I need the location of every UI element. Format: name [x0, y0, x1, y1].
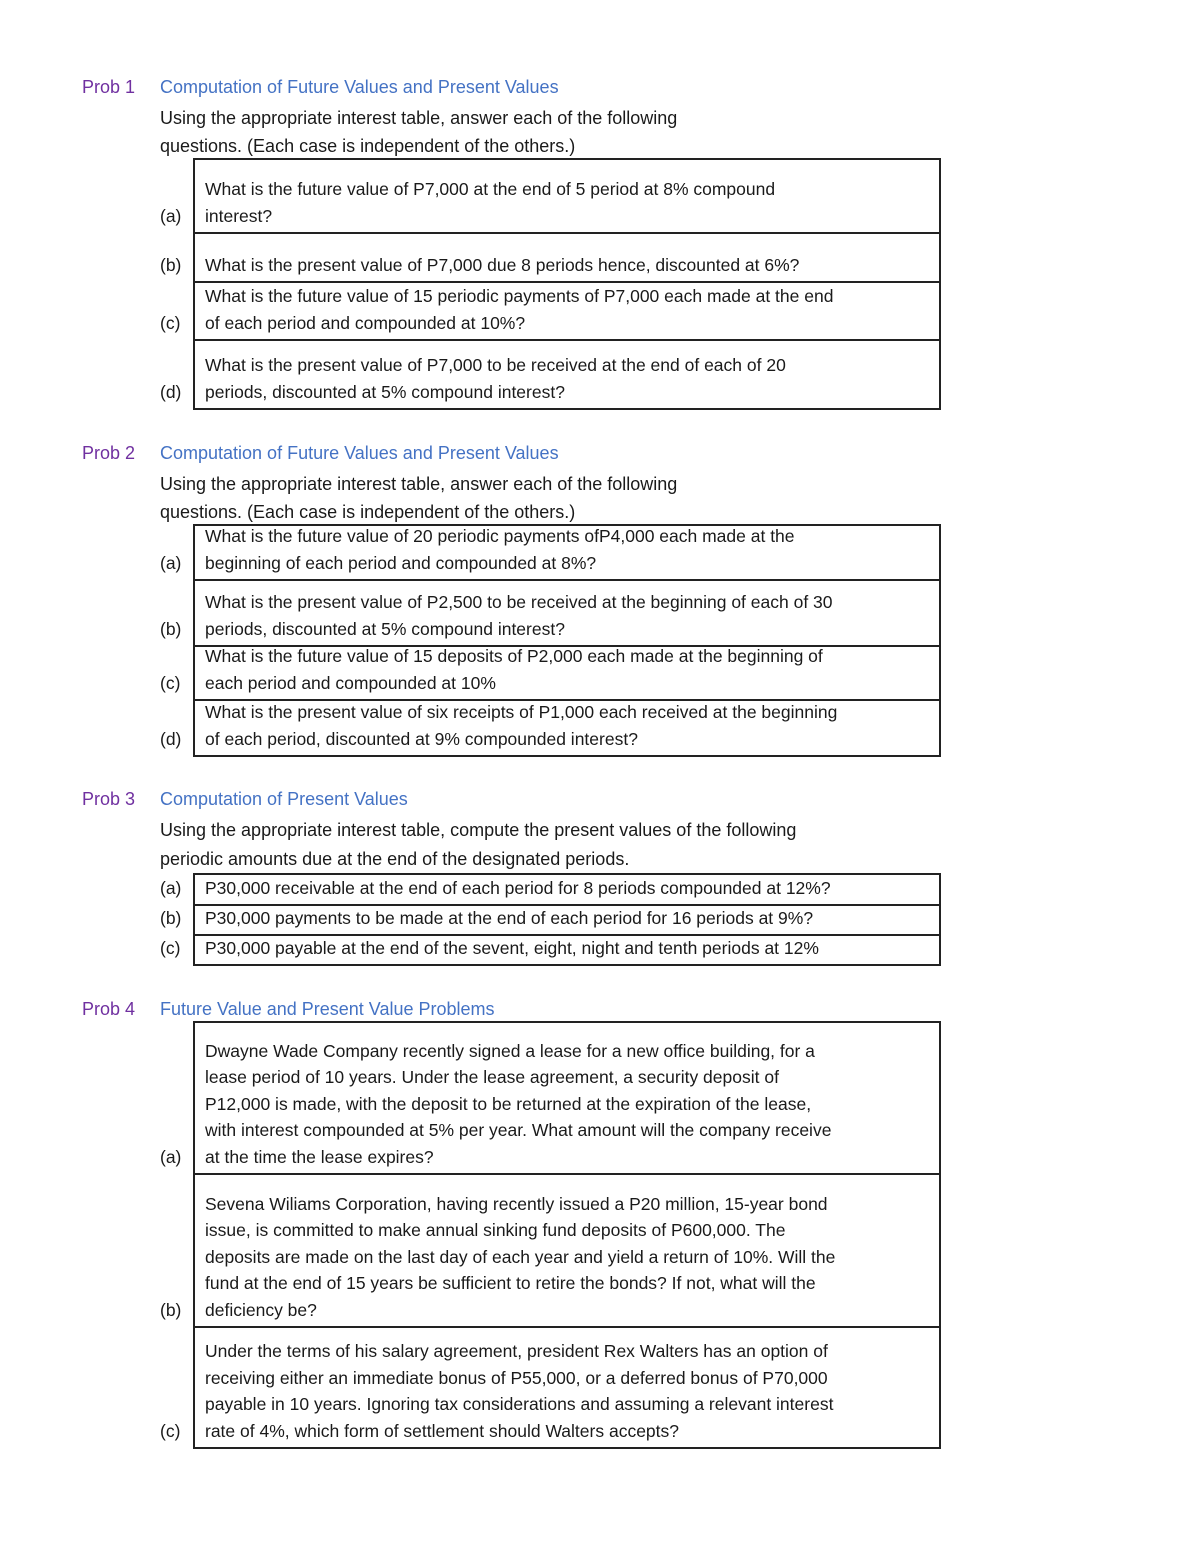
problem-label: Prob 2 [82, 443, 136, 463]
question-row [160, 936, 939, 966]
question-row [160, 1328, 939, 1449]
question-text: Dwayne Wade Company recently signed a lease for a new office building, for a lease period of 10 years. Under the lease agreement, a security deposit of P12,000 is made, with the deposit to be returned at the expiration of the lease, with interest compounded at 5% per year. What amount will the company receive at the time the lease expires? [205, 1040, 832, 1167]
question-text: What is the present value of P2,500 to be received at the beginning of each of 30 periods, discounted at 5% compound interest? [205, 592, 833, 639]
question-text: What is the present value of P7,000 to be received at the end of each of 20 periods, discounted at 5% compound interest? [205, 355, 786, 402]
question-text: P30,000 payments to be made at the end of each period for 16 periods at 9%? [205, 907, 814, 928]
question-letter: (c) [160, 937, 181, 958]
question-letter: (b) [160, 1299, 182, 1320]
question-row [160, 581, 939, 647]
question-text: What is the future value of P7,000 at the end of 5 period at 8% compound interest? [205, 179, 776, 226]
question-letter: (a) [160, 205, 182, 226]
problem-label: Prob 4 [82, 999, 136, 1019]
question-letter: (b) [160, 254, 182, 275]
question-letter: (b) [160, 907, 182, 928]
question-row [160, 1175, 939, 1328]
question-letter: (a) [160, 877, 182, 898]
question-text: Under the terms of his salary agreement, president Rex Walters has an option of receiving either an immediate bonus of P55,000, or a deferred bonus of P70,000 payable in 10 years. Ignoring tax considerations and assuming a relevant interest rate of 4%, which form of settlement should Walters accepts? [205, 1341, 834, 1441]
question-row [160, 701, 939, 757]
question-table [160, 873, 941, 966]
question-letter: (a) [160, 552, 182, 573]
question-letter: (c) [160, 672, 181, 693]
question-letter: (d) [160, 728, 182, 749]
question-row [160, 160, 939, 234]
question-text: P30,000 receivable at the end of each period for 8 periods compounded at 12%? [205, 877, 831, 898]
question-row [160, 526, 939, 581]
question-row [160, 341, 939, 410]
question-row [160, 646, 939, 701]
question-letter: (a) [160, 1146, 182, 1167]
problem-intro-line: Using the appropriate interest table, answer each of the following [160, 474, 678, 494]
question-table [160, 158, 941, 410]
question-table [160, 524, 941, 757]
question-text: What is the future value of 20 periodic payments ofP4,000 each made at the beginning of each period and compounded at 8%? [205, 526, 795, 573]
question-letter: (b) [160, 618, 182, 639]
question-text: P30,000 payable at the end of the sevent, eight, night and tenth periods at 12% [205, 937, 819, 958]
question-row [160, 875, 939, 906]
question-letter: (d) [160, 381, 182, 402]
problem-title: Computation of Present Values [160, 789, 408, 809]
question-letter: (c) [160, 1420, 181, 1441]
problem-title: Computation of Future Values and Present Values [160, 443, 559, 463]
question-letter: (c) [160, 312, 181, 333]
problem-label: Prob 1 [82, 77, 136, 97]
problem-title: Computation of Future Values and Present Values [160, 77, 559, 97]
question-text: What is the future value of 15 periodic payments of P7,000 each made at the end of each period and compounded at 10%? [205, 286, 834, 333]
problem-label: Prob 3 [82, 789, 136, 809]
question-text: What is the present value of six receipts of P1,000 each received at the beginning of each period, discounted at 9% compounded interest? [205, 702, 838, 749]
question-text: What is the present value of P7,000 due 8 periods hence, discounted at 6%? [205, 254, 800, 275]
question-table [160, 1021, 941, 1449]
question-row [160, 1023, 939, 1175]
question-row [160, 234, 939, 283]
question-row [160, 906, 939, 936]
problem-intro-line: questions. (Each case is independent of the others.) [160, 136, 576, 156]
problem-intro-line: Using the appropriate interest table, answer each of the following [160, 108, 678, 128]
question-text: Sevena Wiliams Corporation, having recently issued a P20 million, 15-year bond issue, is committed to make annual sinking fund deposits of P600,000. The deposits are made on the last day of each year and yield a return of 10%. Will the fund at the end of 15 years be sufficient to retire the bonds? If not, what will the deficiency be? [205, 1193, 836, 1320]
problem-intro-line: periodic amounts due at the end of the designated periods. [160, 849, 630, 869]
question-text: What is the future value of 15 deposits of P2,000 each made at the beginning of each period and compounded at 10% [205, 646, 823, 693]
problem-title: Future Value and Present Value Problems [160, 999, 495, 1019]
problem-intro-line: Using the appropriate interest table, compute the present values of the following [160, 820, 797, 840]
problem-intro-line: questions. (Each case is independent of the others.) [160, 502, 576, 522]
question-row [160, 283, 939, 341]
